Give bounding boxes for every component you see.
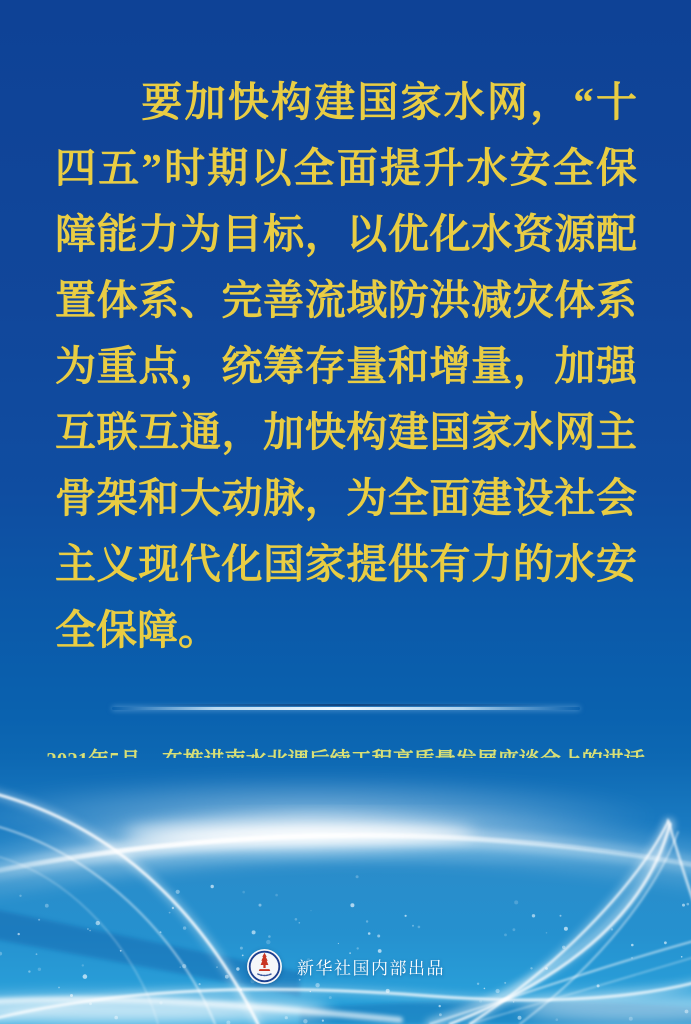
- credit-text: 新华社国内部出品: [297, 959, 445, 978]
- quote-line: 全保障。: [55, 607, 219, 653]
- divider: [112, 707, 580, 710]
- quote-line: 四五”时期以全面提升水安全保: [55, 145, 637, 191]
- quote-line: 互联互通，加快构建国家水网主: [55, 409, 637, 455]
- quote-line: 置体系、完善流域防洪减灾体系: [55, 277, 637, 323]
- quote-line: 障能力为目标，以优化水资源配: [55, 211, 637, 257]
- quote-line: 主义现代化国家提供有力的水安: [55, 541, 637, 587]
- quote-line: 要加快构建国家水网，“十: [55, 79, 637, 125]
- quote-line: 骨架和大动脉，为全面建设社会: [55, 475, 637, 521]
- quote-line: 为重点，统筹存量和增量，加强: [55, 343, 637, 389]
- footer-credit: [0, 948, 691, 985]
- xinhua-logo-icon: [246, 948, 283, 985]
- quote-block: [55, 69, 637, 663]
